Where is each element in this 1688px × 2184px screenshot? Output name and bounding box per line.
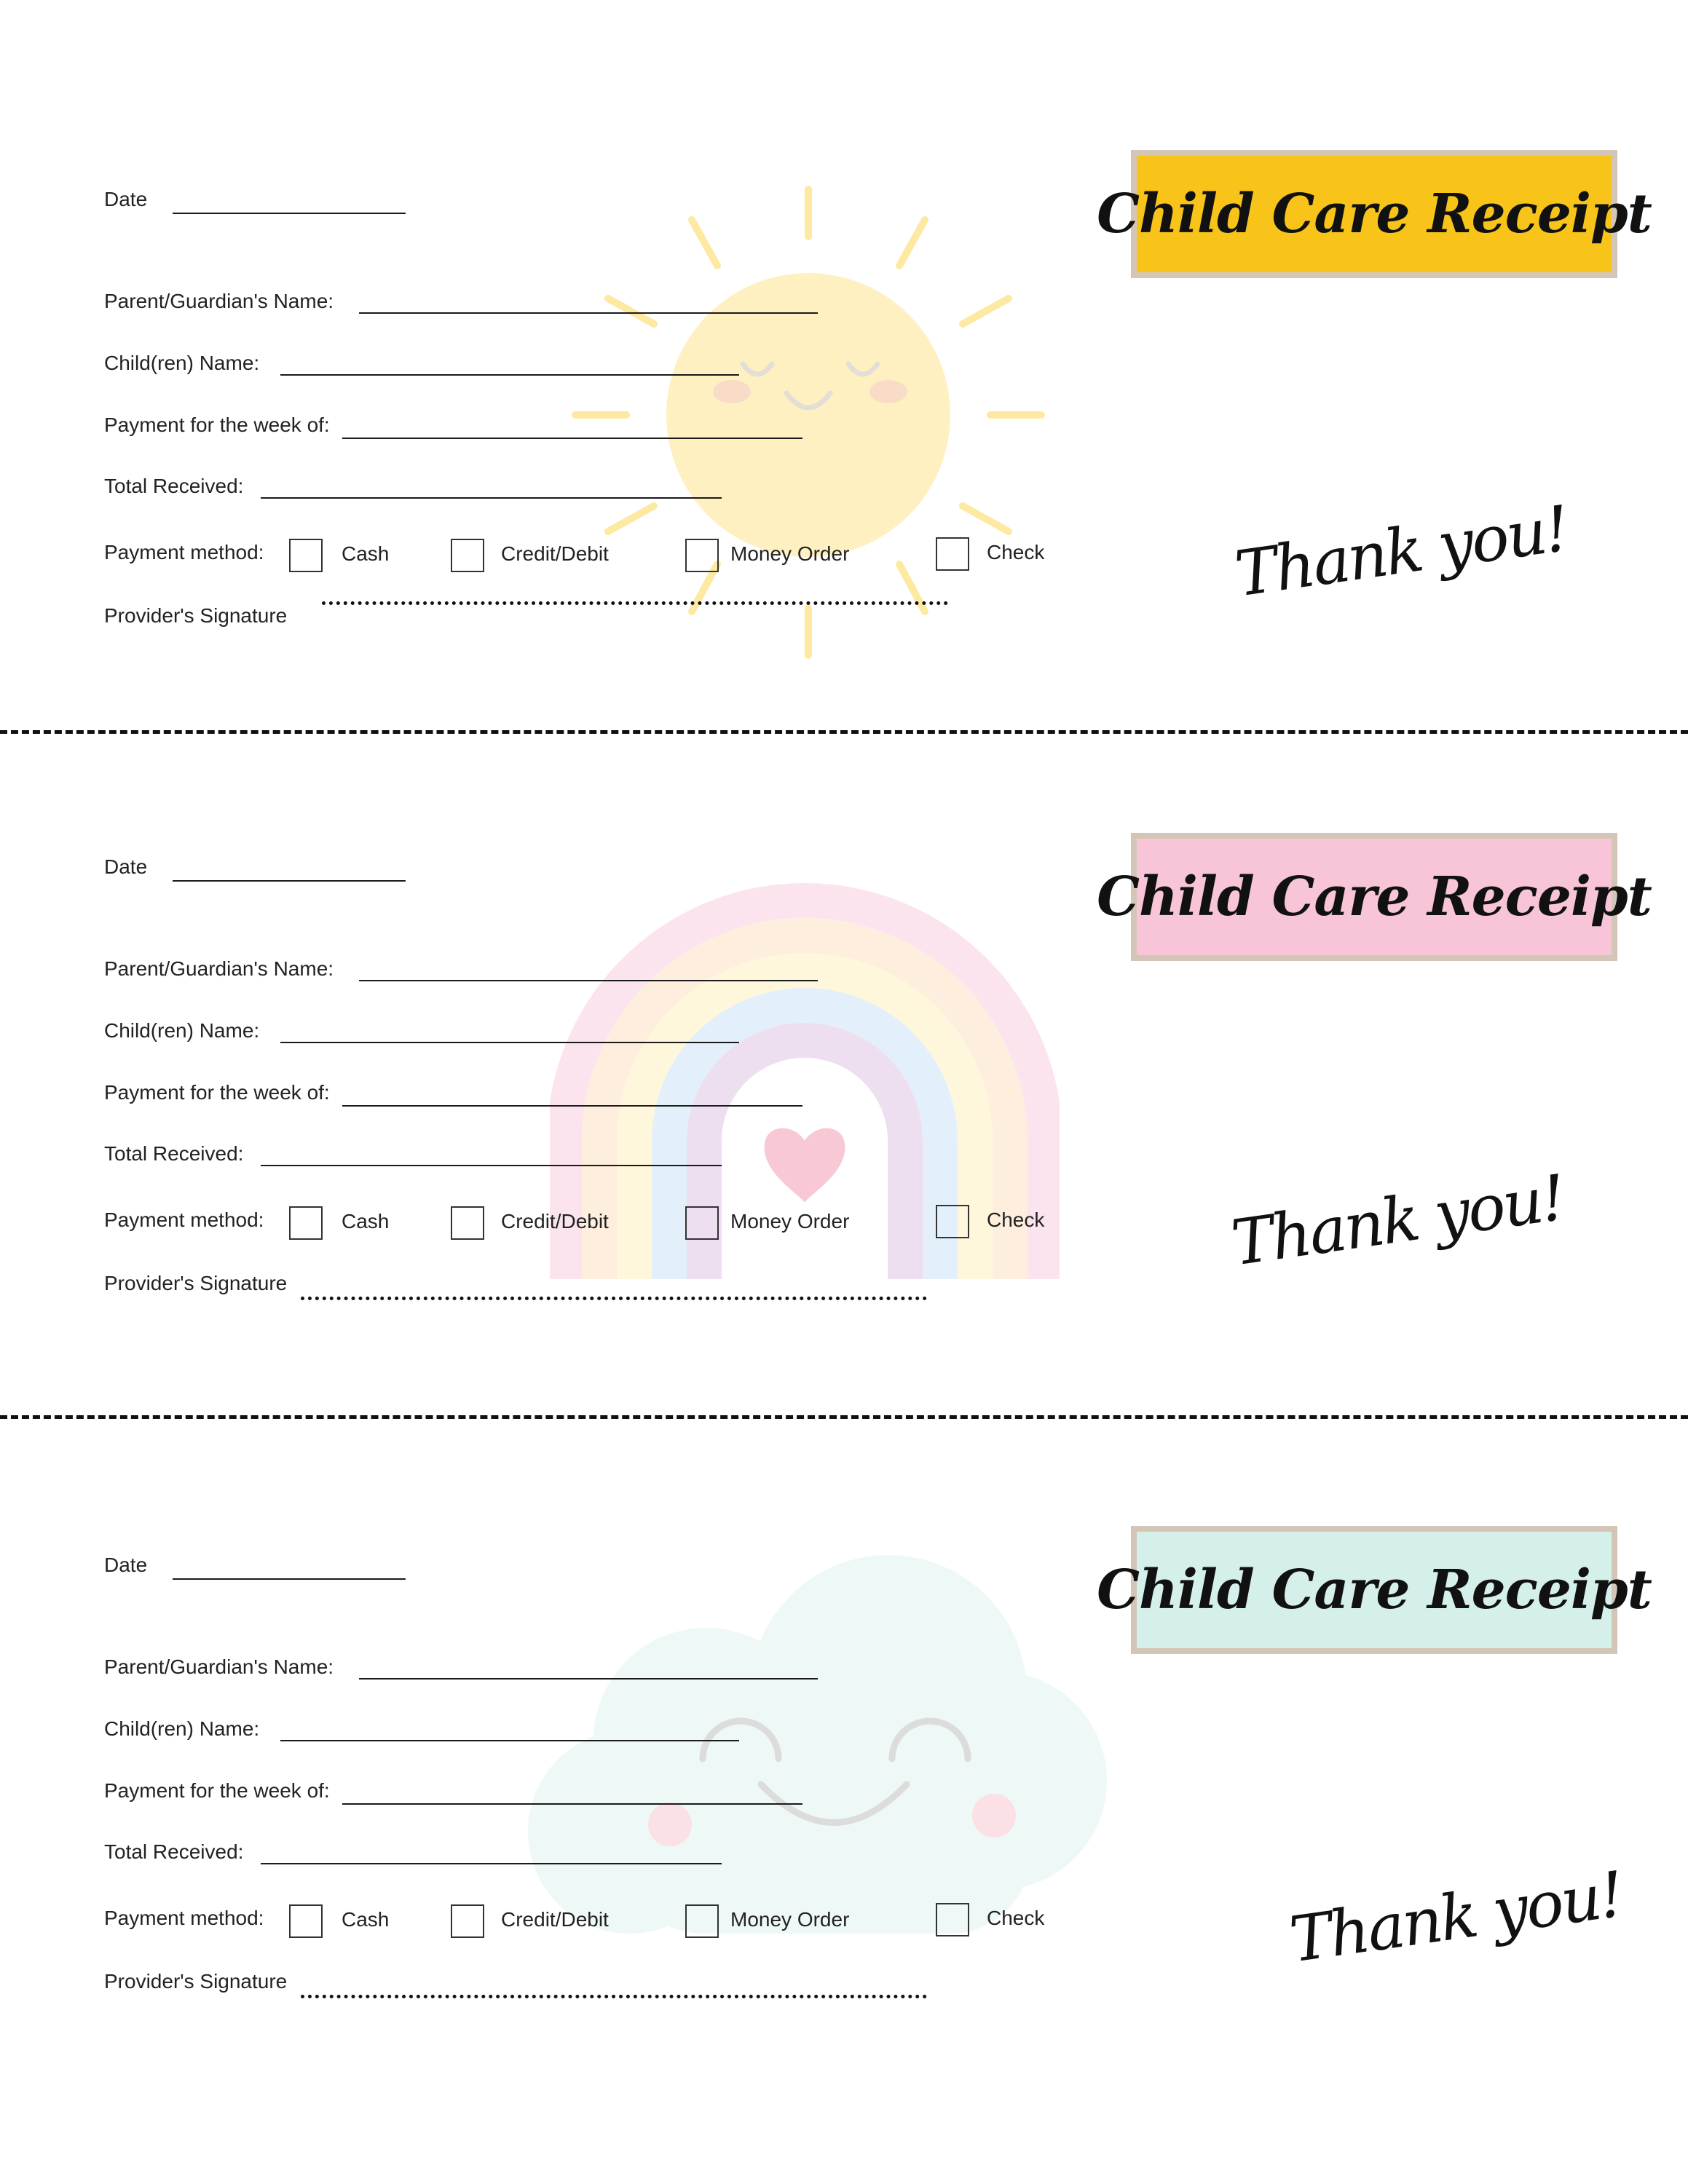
receipt-title: Child Care Receipt (1097, 183, 1652, 245)
sun-illustration (568, 182, 1049, 662)
cloud-illustration (521, 1540, 1118, 1948)
cash-checkbox[interactable] (289, 1904, 323, 1938)
credit-debit-checkbox[interactable] (451, 1206, 484, 1240)
total-line[interactable] (261, 1863, 722, 1864)
total-line[interactable] (261, 497, 722, 499)
total-line[interactable] (261, 1165, 722, 1166)
week-line[interactable] (342, 1105, 802, 1107)
children-name-label: Child(ren) Name: (104, 1717, 260, 1740)
week-label: Payment for the week of: (104, 414, 330, 436)
parent-name-line[interactable] (359, 980, 818, 981)
credit-debit-label: Credit/Debit (501, 542, 609, 565)
parent-name-line[interactable] (359, 312, 818, 314)
check-checkbox[interactable] (936, 1205, 969, 1238)
cash-label: Cash (342, 542, 390, 565)
week-line[interactable] (342, 438, 802, 439)
signature-line[interactable] (322, 601, 948, 605)
signature-line[interactable] (301, 1995, 927, 1998)
receipt-title-box (1097, 1526, 1652, 1654)
check-checkbox[interactable] (936, 1903, 969, 1936)
children-name-line[interactable] (280, 1740, 739, 1741)
children-name-label: Child(ren) Name: (104, 352, 260, 374)
money-order-label: Money Order (730, 1908, 850, 1931)
children-name-label: Child(ren) Name: (104, 1019, 260, 1042)
date-line[interactable] (173, 1578, 406, 1580)
signature-label: Provider's Signature (104, 1970, 288, 1993)
thank-you-text: Thank you! (1285, 1858, 1627, 1977)
total-label: Total Received: (104, 475, 244, 497)
parent-name-label: Parent/Guardian's Name: (104, 1655, 334, 1678)
check-label: Check (987, 541, 1045, 563)
payment-method-label: Payment method: (104, 1907, 264, 1929)
week-label: Payment for the week of: (104, 1081, 330, 1104)
cash-label: Cash (342, 1908, 390, 1931)
date-line[interactable] (173, 213, 406, 214)
receipt-title: Child Care Receipt (1097, 866, 1652, 928)
credit-debit-checkbox[interactable] (451, 539, 484, 572)
date-label: Date (104, 1554, 148, 1576)
total-label: Total Received: (104, 1840, 244, 1863)
receipt-3 (0, 1366, 1688, 2050)
payment-method-label: Payment method: (104, 541, 264, 563)
date-label: Date (104, 188, 148, 210)
check-label: Check (987, 1208, 1045, 1231)
receipt-2 (0, 668, 1688, 1352)
cash-checkbox[interactable] (289, 539, 323, 572)
parent-name-line[interactable] (359, 1678, 818, 1679)
signature-line[interactable] (301, 1297, 927, 1300)
check-checkbox[interactable] (936, 537, 969, 571)
thank-you-text: Thank you! (1231, 492, 1572, 612)
date-line[interactable] (173, 880, 406, 882)
receipt-1 (0, 0, 1688, 684)
date-label: Date (104, 855, 148, 878)
signature-label: Provider's Signature (104, 1272, 288, 1294)
payment-method-label: Payment method: (104, 1208, 264, 1231)
cash-label: Cash (342, 1210, 390, 1233)
children-name-line[interactable] (280, 1042, 739, 1043)
total-label: Total Received: (104, 1142, 244, 1165)
receipt-title: Child Care Receipt (1097, 1559, 1652, 1621)
cash-checkbox[interactable] (289, 1206, 323, 1240)
parent-name-label: Parent/Guardian's Name: (104, 957, 334, 980)
credit-debit-label: Credit/Debit (501, 1210, 609, 1233)
signature-label: Provider's Signature (104, 604, 288, 627)
receipt-title-box (1097, 150, 1652, 278)
credit-debit-checkbox[interactable] (451, 1904, 484, 1938)
receipt-title-box (1097, 833, 1652, 961)
money-order-label: Money Order (730, 542, 850, 565)
money-order-checkbox[interactable] (685, 1904, 719, 1938)
money-order-checkbox[interactable] (685, 539, 719, 572)
week-line[interactable] (342, 1803, 802, 1805)
thank-you-text: Thank you! (1227, 1161, 1569, 1281)
parent-name-label: Parent/Guardian's Name: (104, 290, 334, 312)
week-label: Payment for the week of: (104, 1779, 330, 1802)
children-name-line[interactable] (280, 374, 739, 376)
check-label: Check (987, 1907, 1045, 1929)
money-order-label: Money Order (730, 1210, 850, 1233)
credit-debit-label: Credit/Debit (501, 1908, 609, 1931)
money-order-checkbox[interactable] (685, 1206, 719, 1240)
